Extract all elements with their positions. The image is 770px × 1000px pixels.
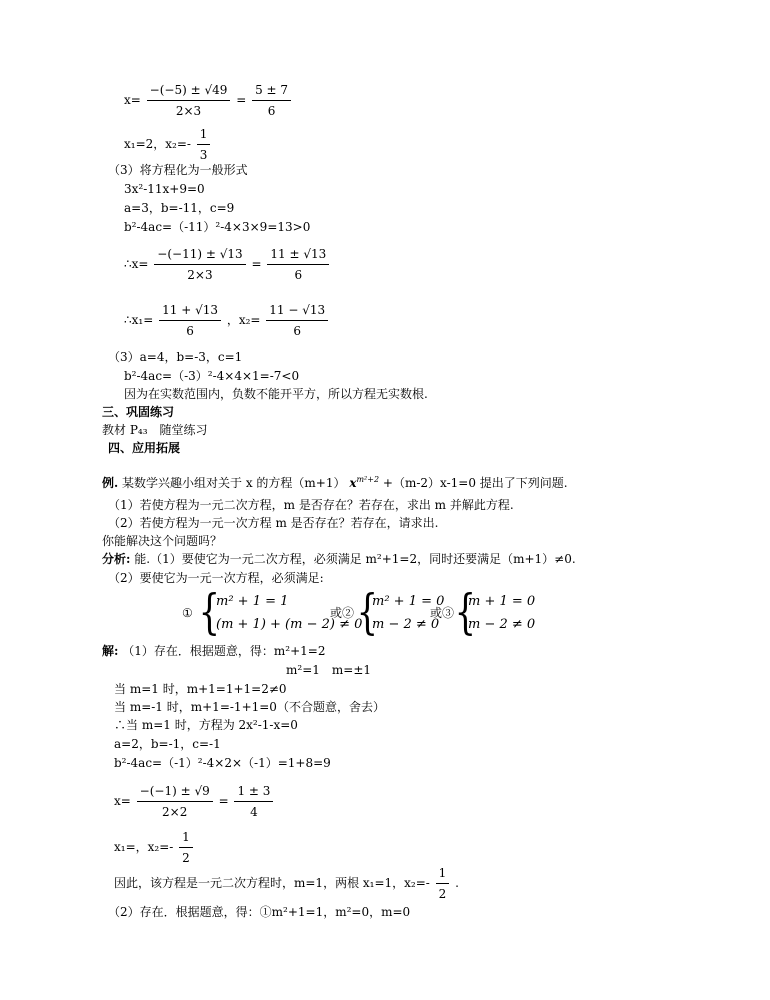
solution-line-4: 当 m=-1 时，m+1=-1+1=0（不合题意，舍去） xyxy=(114,700,385,714)
fraction xyxy=(179,829,193,866)
analysis-text: 能.（1）要使它为一元二次方程，必须满足 m²+1=2，同时还要满足（m+1）≠0. xyxy=(134,552,576,566)
fraction xyxy=(252,82,291,119)
left-brace: { xyxy=(356,584,378,640)
formula-2 xyxy=(124,246,331,283)
example-text: 某数学兴趣小组对关于 x 的方程（m+1） xyxy=(122,476,346,490)
line: b²-4ac=（-3）²-4×4×1=-7<0 xyxy=(124,369,300,383)
denominator: 2×2 xyxy=(162,805,188,819)
denominator: 6 xyxy=(294,268,303,282)
denominator: 2×3 xyxy=(175,104,202,118)
fraction xyxy=(234,783,273,820)
case-1-marker: ① xyxy=(182,606,193,620)
numerator: 5 ± 7 xyxy=(252,82,291,101)
solution-line-5: ∴当 m=1 时，方程为 2x²-1-x=0 xyxy=(114,718,298,732)
case-1-bottom: (m + 1) + (m − 2) ≠ 0 xyxy=(216,617,363,632)
denominator: 6 xyxy=(267,104,276,118)
case-2-top: m² + 1 = 0 xyxy=(372,594,445,609)
line: b²-4ac=（-11）²-4×3×9=13>0 xyxy=(124,220,311,234)
denominator: 4 xyxy=(250,805,258,819)
denominator: 2 xyxy=(182,851,190,865)
left-brace: { xyxy=(454,584,476,640)
formula-3 xyxy=(114,783,275,820)
line: 3x²-11x+9=0 xyxy=(124,182,205,196)
fraction xyxy=(267,246,329,283)
numerator: 1 xyxy=(197,126,211,145)
formula-lead: ∴x= xyxy=(124,257,149,271)
case-1-top: m² + 1 = 1 xyxy=(216,594,289,609)
analysis-line-2: （2）要使它为一元一次方程，必须满足: xyxy=(108,571,324,585)
result-2 xyxy=(124,302,330,339)
fraction xyxy=(436,865,450,902)
denominator: 3 xyxy=(199,148,208,162)
numerator: 11 − √13 xyxy=(266,302,328,321)
example-text: +（m-2）x-1=0 提出了下列问题. xyxy=(382,476,568,490)
fraction xyxy=(159,302,221,339)
solution-text: （1）存在．根据题意，得：m²+1=2 xyxy=(122,644,326,658)
numerator: 1 ± 3 xyxy=(234,783,273,802)
result-1 xyxy=(124,126,212,163)
textbook-line: 教材 P₄₃ 随堂练习 xyxy=(102,423,208,437)
question-3: 你能解决这个问题吗？ xyxy=(102,534,223,548)
denominator: 2×3 xyxy=(187,268,213,282)
denominator: 6 xyxy=(186,324,194,338)
fraction xyxy=(137,783,213,820)
question-1: （1）若使方程为一元二次方程，m 是否存在？若存在，求出 m 并解此方程. xyxy=(108,498,514,512)
equals: = xyxy=(251,257,262,271)
numerator: −(−1) ± √9 xyxy=(137,783,213,802)
equals: = xyxy=(236,93,247,107)
conclusion-line xyxy=(114,865,459,902)
solution-line-2: m²=1 m=±1 xyxy=(286,663,372,677)
solution-line-6: a=2，b=-1，c=-1 xyxy=(114,737,221,751)
or-2: 或② xyxy=(330,606,355,620)
line: a=3，b=-11，c=9 xyxy=(124,201,235,215)
equals: = xyxy=(218,794,229,808)
formula-lead: x= xyxy=(124,93,141,107)
denominator: 2 xyxy=(438,887,447,901)
solution-line-7: b²-4ac=（-1）²-4×2×（-1）=1+8=9 xyxy=(114,756,331,770)
solution-label: 解: xyxy=(102,644,119,658)
analysis-line xyxy=(102,551,576,567)
case-3-bottom: m − 2 ≠ 0 xyxy=(468,617,536,632)
fraction xyxy=(147,82,231,119)
result-3 xyxy=(114,829,195,866)
conclusion-end: . xyxy=(455,876,459,890)
or-3: 或③ xyxy=(430,606,455,620)
section-4-title: （3）a=4，b=-3，c=1 xyxy=(108,350,243,364)
fraction xyxy=(266,302,328,339)
result-text: x₁=，x₂=- xyxy=(114,840,174,854)
line: 因为在实数范围内，负数不能开平方，所以方程无实数根. xyxy=(124,387,428,401)
fraction xyxy=(154,246,245,283)
formula-lead: x= xyxy=(114,794,131,808)
numerator: 1 xyxy=(179,829,193,848)
formula-lead: ∴x₁= xyxy=(124,313,154,327)
left-brace: { xyxy=(198,584,220,640)
example-line xyxy=(102,472,568,491)
example-label: 例. xyxy=(102,476,119,490)
case-3-top: m + 1 = 0 xyxy=(468,594,536,609)
fraction xyxy=(197,126,211,163)
last-line: （2）存在．根据题意，得：①m²+1=1，m²=0，m=0 xyxy=(108,905,411,919)
case-2-bottom: m − 2 ≠ 0 xyxy=(372,617,440,632)
numerator: −(−11) ± √13 xyxy=(154,246,245,265)
numerator: −(−5) ± √49 xyxy=(147,82,231,101)
numerator: 1 xyxy=(436,865,450,884)
heading-3: 三、巩固练习 xyxy=(102,405,175,419)
numerator: 11 + √13 xyxy=(159,302,221,321)
numerator: 11 ± √13 xyxy=(267,246,329,265)
section-3-title: （3）将方程化为一般形式 xyxy=(108,163,248,177)
denominator: 6 xyxy=(293,324,302,338)
solution-line-1 xyxy=(102,643,325,659)
heading-4: 四、应用拓展 xyxy=(108,441,181,455)
formula-1 xyxy=(124,82,293,119)
power-exponent: m²+2 xyxy=(356,475,380,484)
analysis-label: 分析: xyxy=(102,552,131,566)
power-base: x xyxy=(349,476,357,490)
solution-line-3: 当 m=1 时，m+1=1+1=2≠0 xyxy=(114,682,287,696)
result-text: x₁=2，x₂=- xyxy=(124,137,191,151)
separator: ，x₂= xyxy=(226,313,261,327)
conclusion-text: 因此，该方程是一元二次方程时，m=1，两根 x₁=1，x₂=- xyxy=(114,876,430,890)
question-2: （2）若使方程为一元一次方程 m 是否存在？若存在，请求出. xyxy=(108,516,439,530)
